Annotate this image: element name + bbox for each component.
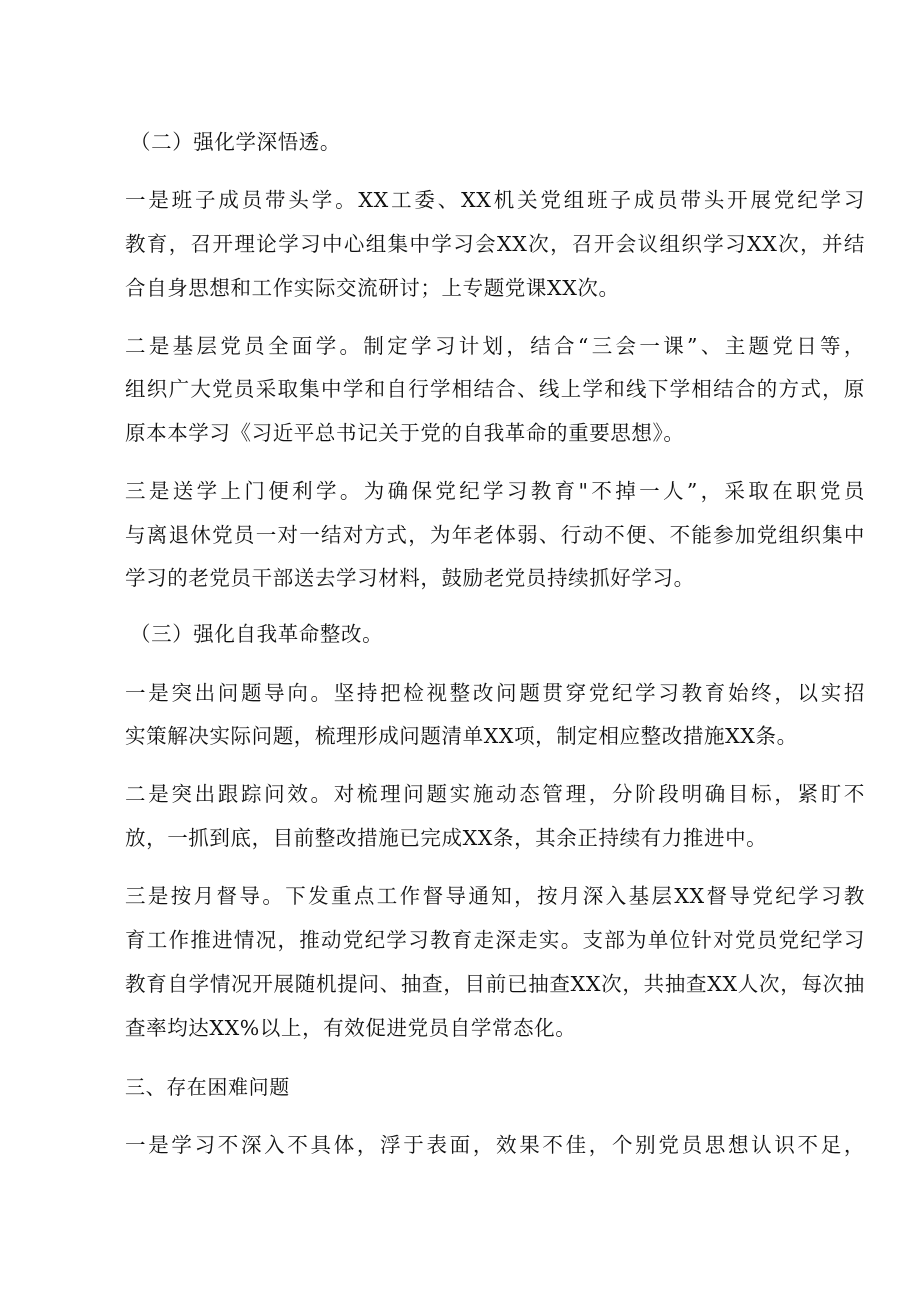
paragraph-line: 一是班子成员带头学。XX工委、XX机关党组班子成员带头开展党纪学习 — [125, 188, 865, 212]
paragraph-line: 与离退休党员一对一结对方式，为年老体弱、行动不便、不能参加党组织集中 — [125, 523, 865, 547]
paragraph-line: 一是突出问题导向。坚持把检视整改问题贯穿党纪学习教育始终，以实招 — [125, 681, 865, 705]
paragraph-line: 二是基层党员全面学。制定学习计划，结合“三会一课”、主题党日等， — [125, 334, 865, 358]
paragraph-line: 三是按月督导。下发重点工作督导通知，按月深入基层XX督导党纪学习教 — [125, 884, 865, 908]
paragraph-line: 组织广大党员采取集中学和自行学相结合、线上学和线下学相结合的方式，原 — [125, 377, 865, 401]
paragraph-line: 原本本学习《习近平总书记关于党的自我革命的重要思想》。 — [125, 421, 685, 445]
paragraph-line: 查率均达XX%以上，有效促进党员自学常态化。 — [125, 1016, 577, 1040]
section-heading-2: （二）强化学深悟透。 — [130, 130, 341, 154]
paragraph-line: 教育自学情况开展随机提问、抽查，目前已抽查XX次，共抽查XX人次，每次抽 — [125, 972, 865, 996]
paragraph-line: 一是学习不深入不具体，浮于表面，效果不佳，个别党员思想认识不足， — [125, 1133, 865, 1157]
paragraph-line: 放，一抓到底，目前整改措施已完成XX条，其余正持续有力推进中。 — [125, 826, 768, 850]
paragraph-line: 育工作推进情况，推动党纪学习教育走深走实。支部为单位针对党员党纪学习 — [125, 928, 865, 952]
section-heading-problems: 三、存在困难问题 — [125, 1075, 290, 1099]
paragraph-line: 教育，召开理论学习中心组集中学习会XX次，召开会议组织学习XX次，并结 — [125, 232, 865, 256]
section-heading-3: （三）强化自我革命整改。 — [130, 622, 384, 646]
paragraph-line: 二是突出跟踪问效。对梳理问题实施动态管理，分阶段明确目标，紧盯不 — [125, 782, 865, 806]
paragraph-line: 合自身思想和工作实际交流研讨；上专题党课XX次。 — [125, 276, 620, 300]
paragraph-line: 三是送学上门便利学。为确保党纪学习教育"不掉一人”，采取在职党员 — [125, 479, 865, 503]
paragraph-line: 实策解决实际问题，梳理形成问题清单XX项，制定相应整改措施XX条。 — [125, 724, 798, 748]
paragraph-line: 学习的老党员干部送去学习材料，鼓励老党员持续抓好学习。 — [125, 566, 695, 590]
